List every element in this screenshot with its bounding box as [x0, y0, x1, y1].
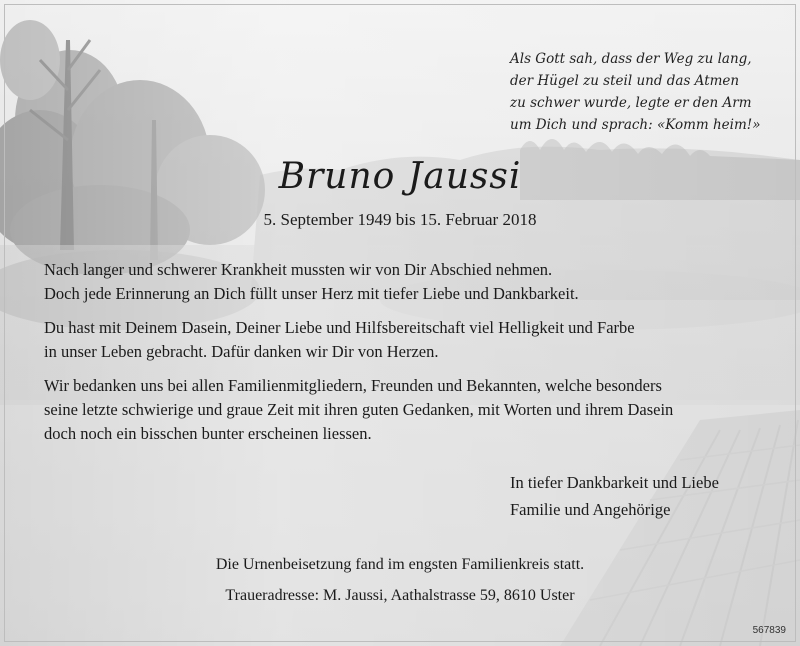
- poem-line: der Hügel zu steil und das Atmen: [510, 73, 740, 89]
- deceased-name: Bruno Jaussi: [278, 156, 522, 197]
- text-line: Du hast mit Deinem Dasein, Deiner Liebe und Hilfsbereitschaft viel Helligkeit und Farbe: [44, 318, 635, 337]
- poem-line: zu schwer wurde, legte er den Arm: [510, 95, 752, 111]
- text-line: Doch jede Erinnerung an Dich füllt unser Herz mit tiefer Liebe und Dankbarkeit.: [44, 284, 579, 303]
- text-line: Nach langer und schwerer Krankheit mussten wir von Dir Abschied nehmen.: [44, 260, 553, 279]
- urn-burial-note: Die Urnenbeisetzung fand im engsten Familienkreis statt.: [215, 556, 585, 573]
- obituary-text: [44, 258, 774, 456]
- paragraph: [44, 374, 774, 446]
- poem-line: um Dich und sprach: «Komm heim!»: [510, 117, 761, 133]
- poem-verse: [510, 48, 770, 136]
- text-line: doch noch ein bisschen bunter erscheinen liessen.: [44, 424, 372, 443]
- poem-line: Als Gott sah, dass der Weg zu lang,: [510, 51, 752, 67]
- paragraph: [44, 258, 774, 306]
- life-dates: 5. September 1949 bis 15. Februar 2018: [263, 210, 537, 229]
- signoff-family: Familie und Angehörige: [510, 500, 671, 519]
- text-line: Wir bedanken uns bei allen Familienmitgliedern, Freunden und Bekannten, welche besonders: [44, 376, 662, 395]
- paragraph: [44, 316, 774, 364]
- text-line: in unser Leben gebracht. Dafür danken wir Dir von Herzen.: [44, 342, 439, 361]
- ad-reference-code: 567839: [752, 625, 786, 636]
- signoff-line: In tiefer Dankbarkeit und Liebe: [510, 473, 719, 492]
- text-line: seine letzte schwierige und graue Zeit mit ihren guten Gedanken, mit Worten und ihrem Dasein: [44, 400, 674, 419]
- signoff: [510, 469, 719, 523]
- mourning-address: Traueradresse: M. Jaussi, Aathalstrasse 59, 8610 Uster: [225, 587, 575, 604]
